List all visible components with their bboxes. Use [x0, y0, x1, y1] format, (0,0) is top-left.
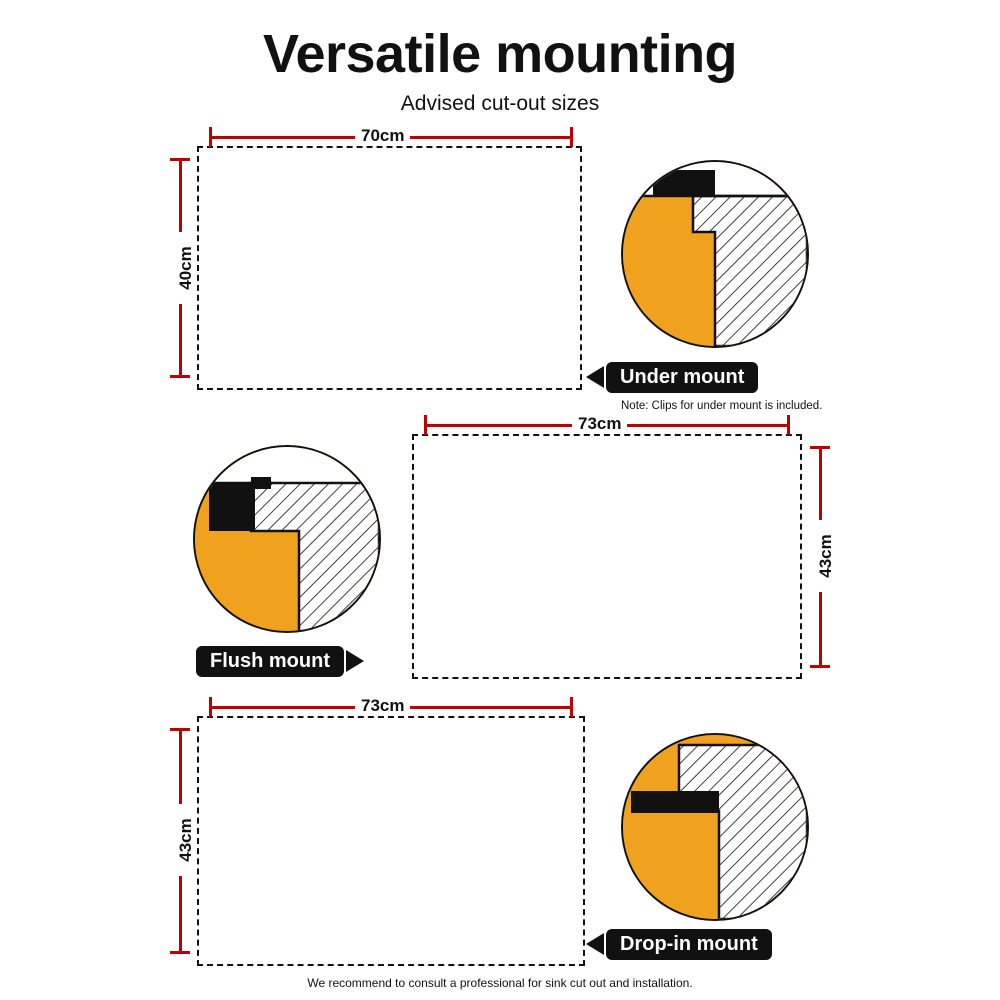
- detail-circle-drop-in-mount: [621, 733, 809, 921]
- height-tick-top-drop-in-mount: [170, 728, 190, 731]
- width-tick-left-drop-in-mount: [209, 697, 212, 717]
- arrow-left-icon-drop-in-mount: [586, 933, 604, 955]
- width-label-flush-mount: 73cm: [572, 414, 627, 434]
- label-under-mount: Under mount: [606, 362, 758, 393]
- width-tick-left-under-mount: [209, 127, 212, 147]
- width-tick-left-flush-mount: [424, 415, 427, 435]
- cutout-box-under-mount: [197, 146, 582, 390]
- page-title: Versatile mounting: [262, 24, 738, 84]
- height-tick-top-flush-mount: [810, 446, 830, 449]
- under-mount-cross-section-icon: [623, 162, 807, 346]
- callout-flush-mount: [196, 645, 364, 677]
- height-tick-bottom-drop-in-mount: [170, 951, 190, 954]
- arrow-left-icon-under-mount: [586, 366, 604, 388]
- footer-note: We recommend to consult a professional for sink cut out and installation.: [307, 976, 693, 990]
- label-flush-mount: Flush mount: [196, 646, 344, 677]
- callout-under-mount: [586, 361, 758, 393]
- width-label-under-mount: 70cm: [355, 126, 410, 146]
- width-label-drop-in-mount: 73cm: [355, 696, 410, 716]
- page-subtitle: Advised cut-out sizes: [400, 92, 600, 115]
- width-tick-right-drop-in-mount: [570, 697, 573, 717]
- height-label-drop-in-mount: 43cm: [176, 804, 196, 876]
- arrow-right-icon-flush-mount: [346, 650, 364, 672]
- height-label-flush-mount: 43cm: [816, 520, 836, 592]
- height-tick-top-under-mount: [170, 158, 190, 161]
- cutout-box-drop-in-mount: [197, 716, 585, 966]
- detail-circle-flush-mount: [193, 445, 381, 633]
- callout-drop-in-mount: [586, 928, 772, 960]
- height-tick-bottom-flush-mount: [810, 665, 830, 668]
- note-under-mount: Note: Clips for under mount is included.: [621, 400, 823, 412]
- detail-circle-under-mount: [621, 160, 809, 348]
- height-label-under-mount: 40cm: [176, 232, 196, 304]
- flush-mount-cross-section-icon: [195, 447, 379, 631]
- cutout-box-flush-mount: [412, 434, 802, 679]
- label-drop-in-mount: Drop-in mount: [606, 929, 772, 960]
- drop-in-mount-cross-section-icon: [623, 735, 807, 919]
- width-tick-right-under-mount: [570, 127, 573, 147]
- width-tick-right-flush-mount: [787, 415, 790, 435]
- height-tick-bottom-under-mount: [170, 375, 190, 378]
